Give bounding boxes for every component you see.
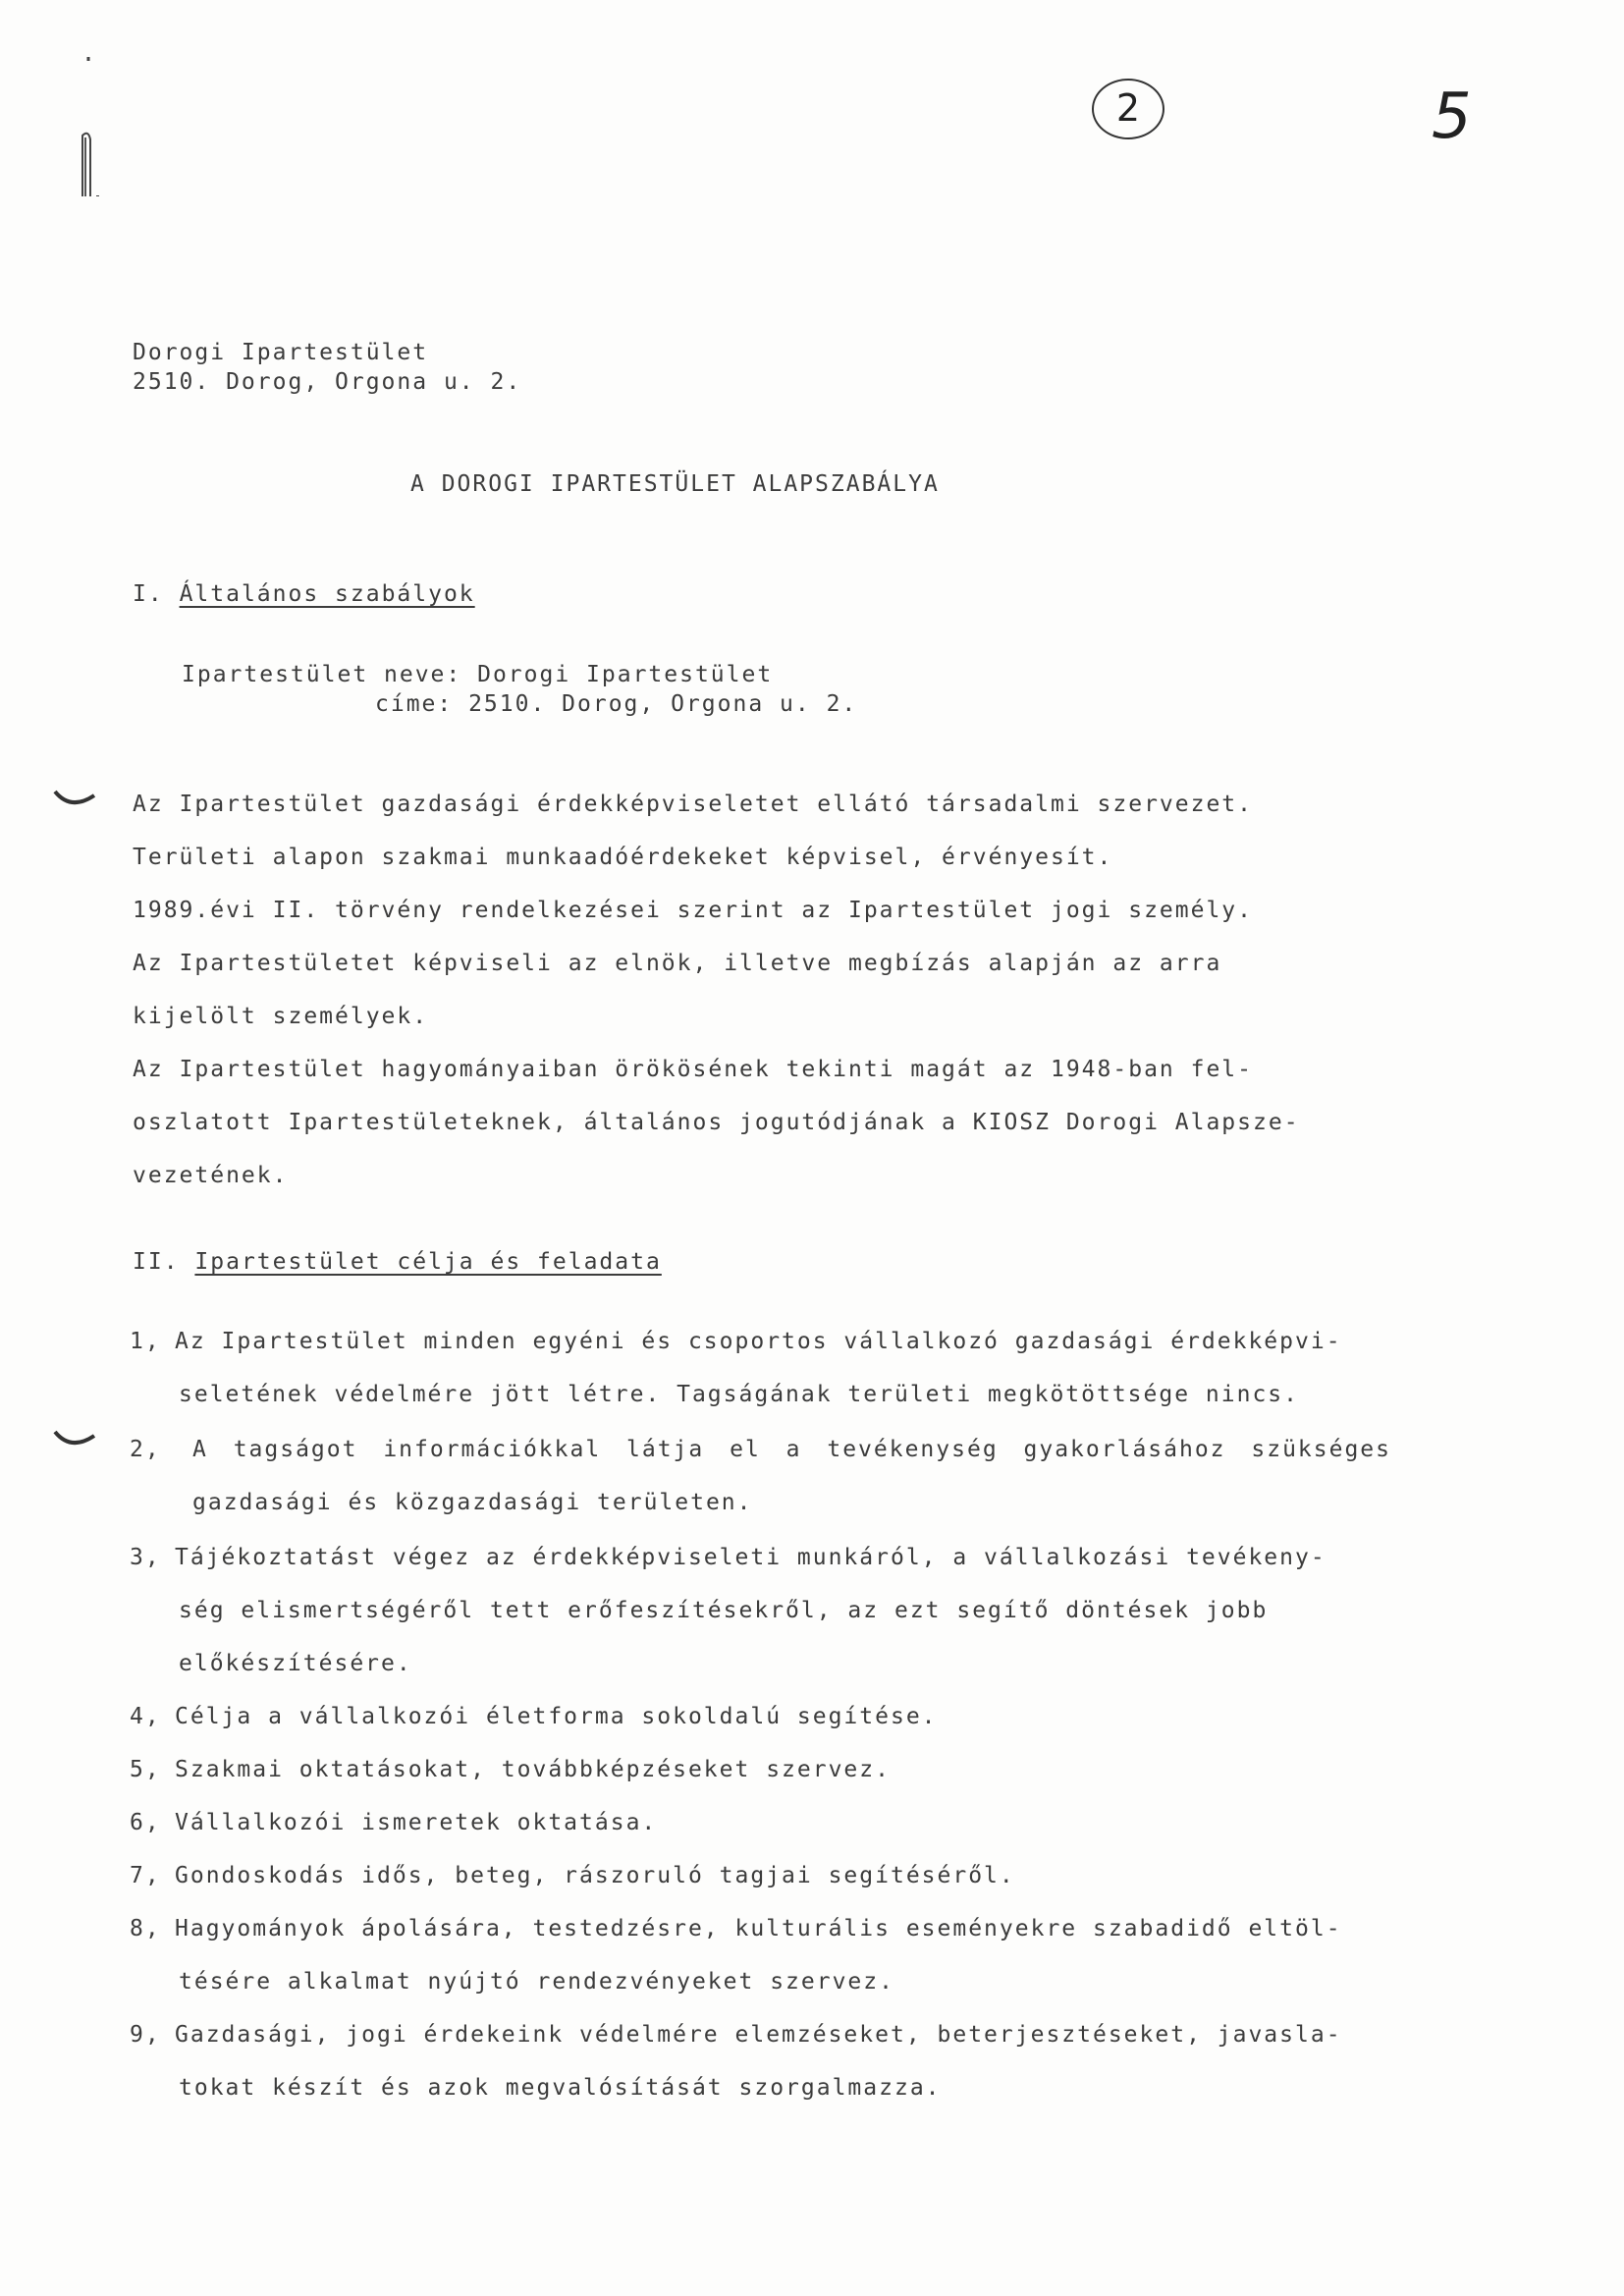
list-item-line: előkészítésére. [179,1651,412,1676]
list-item-line: gazdasági és közgazdasági területen. [192,1490,753,1515]
list-item-number: 6, [130,1810,161,1835]
paragraph-line: Az Ipartestület hagyományaiban örökösének tekinti magát az 1948-ban fel- [133,1057,1253,1082]
staple-mark [69,49,108,196]
punch-hole-mark-1 [51,786,100,815]
paragraph-line: Területi alapon szakmai munkaadóérdekeket képvisel, érvényesít. [133,845,1113,870]
paragraph-line: kijelölt személyek. [133,1004,429,1029]
paragraph-line: oszlatott Ipartestületeknek, általános jogutódjának a KIOSZ Dorogi Alapsze- [133,1110,1300,1135]
section-1-title: Általános szabályok [179,581,475,607]
paragraph-line: vezetének. [133,1163,289,1188]
list-item-line: Gazdasági, jogi érdekeink védelmére elemzéseket, beterjesztéseket, javasla- [175,2022,1342,2048]
section-1-heading [133,581,475,607]
list-item-line: Szakmai oktatásokat, továbbképzéseket szervez. [175,1757,891,1782]
list-item-line: Vállalkozói ismeretek oktatása. [175,1810,658,1835]
association-name-line: Ipartestület neve: Dorogi Ipartestület [182,662,774,687]
section-1-number: I. [133,581,164,607]
paragraph-line: 1989.évi II. törvény rendelkezései szerint az Ipartestület jogi személy. [133,898,1253,923]
list-item-number: 2, [130,1437,161,1462]
section-2-heading [133,1249,662,1275]
list-item-line: A tagságot információkkal látja el a tevékenység gyakorlásához szükséges [192,1437,1391,1462]
list-item-number: 1, [130,1329,161,1354]
list-item-line: Hagyományok ápolására, testedzésre, kulturális eseményekre szabadidő eltöl- [175,1916,1342,1941]
circled-page-number [1092,79,1164,139]
section-2-number: II. [133,1249,180,1275]
sender-line-1: Dorogi Ipartestület [133,340,429,365]
list-item-line: seletének védelmére jött létre. Tagságának területi megkötöttsége nincs. [179,1382,1299,1407]
punch-hole-mark-2 [51,1426,100,1455]
list-item-line: tokat készít és azok megvalósítását szorgalmazza. [179,2075,942,2101]
list-item-number: 3, [130,1545,161,1570]
list-item-line: Az Ipartestület minden egyéni és csoportos vállalkozó gazdasági érdekképvi- [175,1329,1342,1354]
list-item-line: Tájékoztatást végez az érdekképviseleti munkáról, a vállalkozási tevékeny- [175,1545,1326,1570]
list-item-number: 7, [130,1863,161,1888]
list-item-line: tésére alkalmat nyújtó rendezvényeket szervez. [179,1969,894,1995]
list-item-number: 5, [130,1757,161,1782]
paragraph-line: Az Ipartestület gazdasági érdekképviseletet ellátó társadalmi szervezet. [133,792,1253,817]
association-address-line: címe: 2510. Dorog, Orgona u. 2. [375,691,858,717]
list-item-number: 8, [130,1916,161,1941]
circled-number-text: 2 [1115,86,1141,130]
page-number: 5 [1432,81,1472,153]
document-title: A DOROGI IPARTESTÜLET ALAPSZABÁLYA [410,471,940,497]
list-item-number: 9, [130,2022,161,2048]
list-item-number: 4, [130,1704,161,1729]
section-2-title: Ipartestület célja és feladata [194,1249,662,1275]
list-item-line: ség elismertségéről tett erőfeszítésekről, az ezt segítő döntések jobb [179,1598,1269,1623]
paragraph-line: Az Ipartestületet képviseli az elnök, illetve megbízás alapján az arra [133,951,1222,976]
list-item-line: Célja a vállalkozói életforma sokoldalú segítése. [175,1704,938,1729]
sender-line-2: 2510. Dorog, Orgona u. 2. [133,369,522,395]
list-item-line: Gondoskodás idős, beteg, rászoruló tagjai segítéséről. [175,1863,1015,1888]
